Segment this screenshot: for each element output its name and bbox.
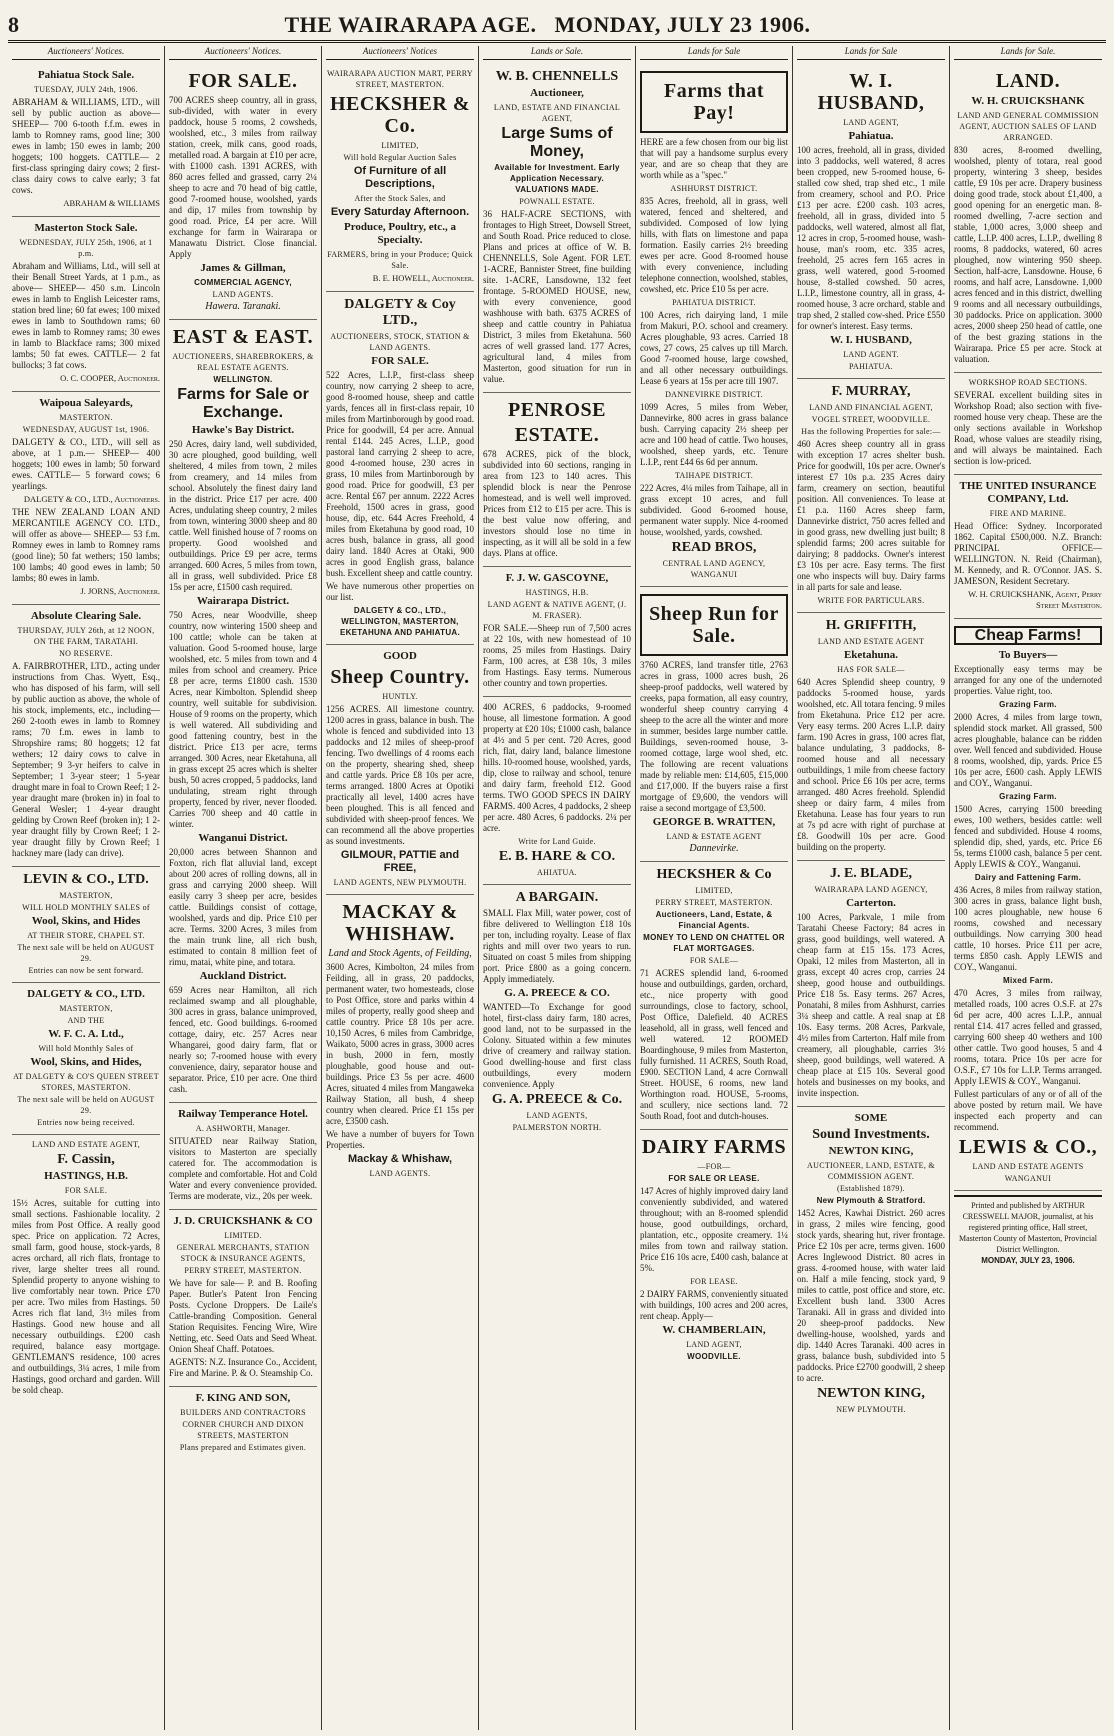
ad-husband — [797, 64, 945, 379]
masthead-date: MONDAY, JULY 23 1906. — [554, 12, 811, 37]
ad-signature: DALGETY & CO., LTD., WELLINGTON, MASTERTON, EKETAHUNA AND PAHIATUA. — [339, 606, 461, 637]
ad-signature: NEWTON KING, — [817, 1386, 925, 1401]
ad-title-box — [640, 594, 788, 656]
ad-subtitle: LAND AGENT & NATIVE AGENT, (J. M. FRASER). — [487, 600, 627, 620]
ad-title-box — [640, 71, 788, 133]
ad-signature: James & Gillman, — [200, 262, 286, 274]
column-header: Lands for Sale. — [954, 46, 1102, 60]
ad-title: F. KING AND SON, — [195, 1392, 291, 1404]
ad-body: 522 Acres, L.I.P., first-class sheep country, now carrying 2 sheep to acre, good 8-roomed house, sheep and cattle yards, fences all in first-class repair, 10 miles from Martinborough by good road. Price for goodwill, £4 per acre. Annual rental £144. 245 Acres, L.I.P., good pastoral land carrying 2 sheep to acre, good 4-roomed house, 230 acres in grass, 10 miles from Martinborough by good road. Price for goodwill, £3 per acre. Rental £67 per annum. 2222 Acres Freehold, 1500 acres in grass, good house, dip, etc. 644 Acres Freehold, 4 miles from Eketahuna by good road, 10 acres bush, balance in grass, all good dairy land. 1840 Acres at Otaki, 900 acres in good English grass, balance bush. Excellent sheep and cattle country. — [326, 370, 474, 578]
column-3 — [321, 46, 478, 1730]
ad-reserve: NO RESERVE. — [59, 649, 113, 658]
ad-town: WELLINGTON. — [213, 375, 273, 384]
ad-mackay-whishaw — [326, 895, 474, 1185]
ad-title: THE UNITED INSURANCE COMPANY, Ltd. — [959, 480, 1097, 505]
ad-title: Absolute Clearing Sale. — [30, 610, 142, 622]
ad-signature: DALGETY & CO., LTD., Auctioneers. — [23, 494, 160, 504]
ad-body: 830 acres, 8-roomed dwelling, woolshed, plenty of totara, real good property, wintering 3 sheep, besides cattle, £9 10s per acre. Drapery business doing good trade, stock about £1,400, a good opening for an energetic man. 8-roomed dwelling, 7-acre section and stable, 1,000 acres, 3,000 sheep and cattle, L.I.P. 400 acres, L.I.P., dwelling 8 rooms, 8 paddocks, watered, 60 acres ploughed, now wintering 950 sheep. Section, half-acre, Lansdowne. House, 6 rooms, and half acre, Lansdowne. 1,000 acres fenced and in this district, dwelling 9 rooms and all necessary outbuildings, 30 paddocks. Price on application. 3000 acres, 2000 sheep 250 head of cattle, one of the best grazing stations in the Wairarapa. Price £5 per acre. Stock at valuation. — [954, 145, 1102, 364]
ad-subtitle: LAND & ESTATE AGENT — [666, 832, 762, 841]
ad-body: SITUATED near Railway Station, visitors to Masterton are specially catered for. The accommodation is complete and comfortable. Hot and Cold Water and every convenience provided. Terms are moderate, viz., 20s per week. — [169, 1136, 317, 1201]
ad-body: 147 Acres of highly improved dairy land conveniently subdivided, and watered throughout; with an 8-roomed splendid house, good outbuildings, orchard, plantation, etc., opposite creamery. 1¼ miles from town and railway station. Price £16 10s acre, £400 cash, balance at 5%. — [640, 1186, 788, 1273]
ad-farmers: FARMERS, bring in your Produce; Quick Sale. — [327, 250, 473, 270]
ad-established: (Established 1879). — [837, 1184, 905, 1193]
ad-subtitle: —FOR— — [697, 1162, 731, 1171]
ad-clearing-sale — [12, 605, 160, 867]
ad-title: J. E. BLADE, — [829, 866, 913, 881]
ad-top: WAIRARAPA AUCTION MART, PERRY STREET, MASTERTON. — [326, 69, 474, 89]
ad-title: F. Cassin, — [57, 1152, 115, 1167]
ad-title: F. J. W. GASCOYNE, — [505, 572, 609, 584]
ad-dalgety-wool — [12, 983, 160, 1135]
ad-note: Plans prepared and Estimates given. — [179, 1443, 307, 1452]
ad-signature: GILMOUR, PATTIE and FREE, — [340, 849, 460, 874]
ad-body: 436 Acres, 8 miles from railway station, 300 acres in grass, balance light bush, 100 acres ploughable, new house 6 rooms, cowshed and necessary outbuildings. Now carrying 300 head cattle, 10 horses. Price £11 per acre, terms £850 cash. Apply LEWIS and COY., Wanganui. — [954, 885, 1102, 972]
ad-signature: READ BROS, — [671, 540, 757, 555]
ad-signature: W. CHAMBERLAIN, — [662, 1324, 766, 1336]
ad-body: 1099 Acres, 5 miles from Weber, Dannevirke, 800 acres in grass balance bush. Carrying capacity 2½ sheep per acre and 100 head of cattle. Two houses, woolshed, sheep yards, etc. Tenure L.I.P., rent £44 6s 6d per annum. — [640, 402, 788, 467]
ad-note: Write for Land Guide. — [518, 837, 596, 846]
ad-hecksher-auction — [326, 64, 474, 292]
ad-sale: FOR SALE. — [64, 1186, 108, 1195]
ad-hecksher-land — [640, 862, 788, 1130]
ad-title-2: Sheep Country. — [330, 666, 470, 688]
ad-town: HUNTLY. — [382, 692, 418, 701]
ad-subtitle: AUCTIONEERS, SHAREBROKERS, & REAL ESTATE AGENTS. — [172, 352, 314, 372]
ad-body: SMALL Flax Mill, water power, cost of fibre delivered to Wellington £18 10s per ton, including royalty. Lease of flax rights and mill over two years to run. Situated on coast 5 miles from shipping port. Price £800 as a going concern. Apply immediately. — [483, 908, 631, 984]
columns — [8, 46, 1106, 1730]
ad-subtitle: MASTERTON, — [59, 891, 113, 900]
ad-hare-co — [483, 697, 631, 885]
ad-body: ABRAHAM & WILLIAMS, LTD., will sell by public auction as above— SHEEP— 700 6-tooth f.f.m. ewes in lamb to Romney rams, good line; 300 ewes in lamb; 150 ewes in lamb; 200 hoggets; 100 hoggets. CATTLE— 2 first-class springing dairy cows; 2 first-class dairy cows to calve early; 3 fat cows. — [12, 97, 160, 195]
ad-title: HECKSHER & Co. — [329, 93, 471, 137]
ad-title-2: W. H. CRUICKSHANK — [971, 95, 1085, 107]
column-header: Lands for Sale — [797, 46, 945, 60]
district-hawkes-bay: Hawke's Bay District. — [191, 424, 295, 436]
ad-body: 678 ACRES, pick of the block, subdivided into 60 sections, ranging in area from 123 to 140 acres. This splendid block is near the Penrose homestead, and is well well improved. Prices from £12 to £15 per acre. This is the best value now offering, and investors should lose no time in inspecting, as it will all be sold in a few days. Plans at office. — [483, 449, 631, 558]
ad-sale: FOR SALE. — [371, 355, 429, 367]
ad-body: SEVERAL excellent building sites in Workshop Road; also section with five-roomed house very cheap. These are the only sections available in Workshop Road, whose values are steadily rising, and will always be maintained. Each section is low-priced. — [954, 390, 1102, 466]
ad-signature: W. H. CRUICKSHANK, Agent, Perry Street Masterton. — [968, 589, 1102, 610]
ad-body: 15½ Acres, suitable for cutting into small sections. Fashionable locality. 2 miles from Post Office. A really good spec. Price on application. 72 Acres, small farm, good house, stock-yards, 8 acres orchard, all rich flats, frontage to river, large shelter trees all round. Splendid property to anyone wishing to live comfortably near town. Price £70 per acre. Two miles from Hastings. 50 Acres rich flat land, 3½ miles from Hastings. Good new house and all necessary outbuildings. £200 cash required, balance easy mortgage. GENTLEMAN'S residence, 100 acres and outbuildings, 3¼ acres, 1 mile from Hastings, good orchard and garden. Will be sold cheap. — [12, 1198, 160, 1395]
ad-sheep-country — [326, 645, 474, 895]
ad-goods: Wool, Skins, and Hides, — [30, 1056, 142, 1068]
ad-agents: AGENTS: N.Z. Insurance Co., Accident, Fire and Marine. P. & O. Steamship Co. — [169, 1357, 317, 1378]
ad-title: W. I. HUSBAND, — [817, 70, 925, 114]
ad-money: MONEY TO LEND ON CHATTEL OR FLAT MORTGAGES. — [643, 933, 785, 953]
masthead-bar — [8, 4, 1106, 43]
ad-subtitle: FIRE AND MARINE. — [989, 509, 1067, 518]
district-pahiatua: PAHIATUA DISTRICT. — [672, 298, 756, 307]
ad-body: DALGETY & CO., LTD., will sell as above, at 1 p.m.— SHEEP— 400 hoggets; 100 ewes in lamb; 50 forward ewes. CATTLE— 5 forward cows; 6 yearlings. — [12, 437, 160, 491]
ad-body: We have for sale— P. and B. Roofing Paper. Butler's Patent Iron Fencing Posts. Cyclone Droppers. De Laile's Cattle-branding Composition. General Station Requisites. Fencing Wire, Wire Netting, etc. Seed Oats and Seed Wheat. Onion Sheaf Chaff. Potatoes. — [169, 1278, 317, 1354]
ad-sheep-run — [640, 587, 788, 862]
ad-town: VOGEL STREET, WOODVILLE. — [811, 415, 931, 424]
ad-murray — [797, 379, 945, 613]
ad-blade — [797, 861, 945, 1107]
ad-title: DAIRY FARMS — [641, 1136, 787, 1158]
ad-signature: G. A. PREECE & Co. — [491, 1092, 623, 1107]
ad-agents: LAND AGENTS, — [526, 1111, 588, 1120]
ad-title-2: Sound Investments. — [812, 1127, 930, 1142]
ad-town: PAHIATUA. — [849, 362, 893, 371]
ad-town: WANGANUI — [1004, 1174, 1052, 1183]
ad-body: 71 ACRES splendid land, 6-roomed house and outbuildings, garden, orchard, etc., nice property with good surroundings, close to factory, school, Post Office, Dalefield. 40 ACRES leasehold, all in grass, well fenced and well watered. 12 ROOMED Boardinghouse, 9 miles from Masterton, fully furnished. 11 ACRES, South Road, £900. SECTION Land, 4 acre Cornwall Street. HOUSE, 6 rooms, new land Worthington road. HOUSE, 5-rooms, and scullery, nice sections land. 72 South Road, foot and dutch-houses. — [640, 968, 788, 1121]
ad-body: Exceptionally easy terms may be arranged for any one of the undernoted properties. Value right, too. — [954, 664, 1102, 696]
ad-signature: O. C. COOPER, Auctioneer. — [60, 373, 160, 383]
ad-body: FOR SALE.—Sheep run of 7,500 acres at 22 10s, with new homestead of 10 rooms, 25 miles from Hastings. Dairy Farm, 100 acres, at £38 10s, 3 miles from Hastings. Easy terms. Numerous other country and town properties. — [483, 623, 631, 688]
ad-intro: Has the following Properties for sale:— — [801, 427, 941, 436]
ad-gascoyne — [483, 567, 631, 697]
ad-title: EAST & EAST. — [172, 326, 314, 348]
ad-james-gillman — [169, 64, 317, 320]
ad-note: WRITE FOR PARTICULARS. — [817, 596, 925, 605]
ad-cruickshank-land — [954, 64, 1102, 373]
ad-title: LAND. — [995, 70, 1061, 92]
ad-subtitle: AUCTIONEER, LAND, ESTATE, & COMMISSION AGENT. — [807, 1161, 935, 1181]
ad-body: 36 HALF-ACRE SECTIONS, with frontages to High Street, Dowsell Street, and South Road. Price reduced to close. Plans and prices at office of W. B. CHENNELLS, Sole Agent. FOR LET. 1-ACRE, Bannister Street, fine building site. 1-ACRE, Lansdowne, 132 feet frontage. 5-ROOMED HOUSE, new, with every convenience, good washhouse with bath. 6375 ACRES of sheep and cattle country in Pahiatua District, 3 miles from Eketahuna. 560 acres of well grassed land. 177 Acres, agricultural land, 4 miles from Masterton, good situation for run in value. — [483, 209, 631, 384]
ad-role: Auctioneer, — [530, 87, 584, 99]
ad-body: Will hold Regular Auction Sales — [343, 153, 457, 162]
ad-chennells — [483, 64, 631, 393]
ad-section: LAND AND ESTATE AGENT, — [31, 1140, 141, 1149]
ad-body: 3600 Acres, Kimbolton, 24 miles from Feilding, all in grass, 20 paddocks, permanent water, two homesteads, close to Post Office, store and parks within 4 miles of property, really good sheep and cattle country. Price £8 10s per acre. 10,150 Acres, 6 miles from Cambridge, Waikato, 5000 acres in grass, 3000 acres in bush, 2000 in fern, mostly ploughable, good house and out-buildings. Price £3 5s per acre. 4600 Acres, situated 4 miles from Mangaweka Railway Station, all bush, 4 sheep country when cleared. Price £1 15s per acre, £3500 cash. — [326, 962, 474, 1126]
ad-note: We have a number of buyers for Town Properties. — [326, 1129, 474, 1150]
ad-signature: Mackay & Whishaw, — [347, 1153, 453, 1165]
ad-and: AND THE — [67, 1016, 105, 1025]
ad-town: PALMERSTON NORTH. — [512, 1123, 602, 1132]
ad-where: POWNALL ESTATE. — [519, 197, 595, 206]
ad-title: Waipoua Saleyards, — [39, 397, 133, 409]
ad-title: Farms that Pay! — [664, 80, 764, 124]
ad-goods: Of Furniture of all Descriptions, — [353, 165, 447, 190]
ad-ltd: LIMITED, — [695, 886, 733, 895]
ad-subtitle: CENTRAL LAND AGENCY, WANGANUI — [662, 559, 766, 579]
ad-town: WOODVILLE. — [687, 1352, 741, 1361]
ad-subtitle: GENERAL MERCHANTS, STATION STOCK & INSURANCE AGENTS, — [176, 1243, 310, 1263]
page-number: 8 — [8, 12, 19, 37]
ad-body: 640 Acres Splendid sheep country, 9 paddocks 5-roomed house, yards woolshed, etc. All totara fencing. 9 miles from Eketahuna. Price £12 per acre. Very easy terms. 200 Acres L.I.P. dairy farm. 190 Acres in grass, 100 acres flat, balance undulating, 3 paddocks, 8-roomed house and all necessary outbuildings, 1 mile from cheese factory and school. Price £6 10s per acre, terms arranged. 480 Acres freehold. Splendid sheep or dairy farm, 4 miles from Eketahuna. Lease has four years to run at 7s pd acre with right of purchase at £8. Goodwill 10s per acre. Good building on the property. — [797, 677, 945, 852]
ad-big-line: Large Sums of Money, — [501, 125, 613, 160]
ad-next-sale: The next sale will be held on AUGUST 29. — [17, 1095, 155, 1115]
ad-f-cassin — [12, 1135, 160, 1403]
ad-farms-that-pay — [640, 64, 788, 587]
ad-produce: Produce, Poultry, etc., a Specialty. — [344, 221, 456, 246]
ad-east-and-east — [169, 320, 317, 1103]
column-4 — [478, 46, 635, 1730]
farm-grazing-1: Grazing Farm. — [999, 700, 1057, 709]
ad-body: Abraham and Williams, Ltd., will sell at their Benall Street Yards, at 1 p.m., as above— SHEEP— 450 s.m. Lincoln ewes in lamb to English Leicester rams, station bred line; 60 fat ewes; 100 mixed ewes in lamb to Southdown rams; 60 ewes in lamb to Romney rams; 30 ewes in lamb to Blackface rams; 300 mixed lambs; 50 fat ewes. CATTLE— 2 fat bullocks; 3 fat cows. — [12, 261, 160, 370]
ad-signature: GEORGE B. WRATTEN, — [652, 816, 776, 828]
ad-body: 250 Acres, dairy land, well subdivided, 30 acre ploughed, good building, well sheltered, 4 miles from town, 2 miles from creamery, and 14 miles from school. Absolutely the finest dairy land in the district. Price £17 per acre. 400 Acres, undulating sheep country, 2 miles from town, wintering 3000 sheep and 80 cattle. Well finished house of 7 rooms on property. Good woolshed and outbuildings. Price £9 per acre, terms arranged. 600 Acres, 5 miles from town, all in grass, well subdivided. Price £8 15s per acre, £1500 cash required. — [169, 439, 317, 592]
ad-where: AT THEIR STORE, CHAPEL ST. — [27, 931, 145, 940]
ad-subtitle: LAND AGENT, — [843, 118, 899, 127]
district-dannevirke: DANNEVIRKE DISTRICT. — [665, 390, 763, 399]
column-header: Auctioneers' Notices. — [12, 46, 160, 60]
ad-date: TUESDAY, JULY 24th, 1906. — [34, 85, 138, 94]
ad-subtitle: Land and Stock Agents, of Feilding, — [328, 948, 472, 959]
ad-waipoua-saleyards — [12, 392, 160, 605]
ad-subtitle: Auctioneers, Land, Estate, & Financial Agents. — [655, 910, 773, 930]
ad-after: After the Stock Sales, and — [354, 194, 446, 203]
ad-cruickshank-co — [169, 1210, 317, 1387]
ad-town: HASTINGS, H.B. — [44, 1170, 128, 1182]
ad-subtitle: MASTERTON, — [59, 1004, 113, 1013]
ad-title: GOOD — [383, 650, 417, 662]
ad-body: 222 Acres, 4¼ miles from Taihape, all in grass except 10 acres, and full subdivided. Good 6-roomed house, permanent water supply. Nice 4-roomed house, woolshed, yards, cowshed. — [640, 483, 788, 537]
ad-subtitle: AUCTIONEERS, STOCK, STATION & LAND AGENTS. — [330, 332, 470, 352]
ad-title: Pahiatua Stock Sale. — [37, 69, 135, 81]
ad-title: Cheap Farms! — [954, 626, 1102, 645]
column-1 — [8, 46, 164, 1730]
ad-note: Available for Investment. Early Application Necessary. VALUATIONS MADE. — [494, 163, 620, 194]
ad-dalgety-land — [326, 292, 474, 645]
ad-title: F. MURRAY, — [831, 384, 911, 399]
column-5 — [635, 46, 792, 1730]
ad-title: LEVIN & CO., LTD. — [23, 872, 149, 887]
ad-title: Sheep Run for Sale. — [649, 603, 779, 647]
ad-body: 1452 Acres, Kawhai District. 260 acres in grass, 2 miles wire fencing, good stock yards, shearing hut, river frontage. Price £2 10s per acre, terms given. 1600 Acres Inglewood District. 80 acres in grass. 4-roomed house, with water laid on. Half a mile fencing, stock yard, 9 miles to cattle, post office and store, etc. Excellent bush land. 3300 Acres Taranaki. All in grass and divided into 20 sheep-proof paddocks. New dwelling-house, woolshed, yards and dip. 1440 Acres Taranaki. 400 acres in grass, balance bush, subdivided into 5 paddocks. Price £2700 goodwill, 2 sheep to acre. — [797, 1208, 945, 1383]
ad-goods: Wool, Skins, and Hides — [31, 915, 141, 927]
ad-intro: HERE are a few chosen from our big list that will pay a handsome surplus every year, and are so cheap that they are worth while as a "spec." — [640, 137, 788, 180]
ad-note: Entries now being received. — [37, 1118, 135, 1127]
ad-town: AHIATUA. — [537, 868, 577, 877]
ad-cheap-farms — [954, 619, 1102, 1191]
ad-newton-king — [797, 1107, 945, 1421]
ad-title: Railway Temperance Hotel. — [178, 1108, 308, 1120]
ad-note: Entries can now be sent forward. — [28, 966, 144, 975]
ad-agents: LAND AGENTS. — [212, 290, 274, 299]
ad-signature: B. E. HOWELL, Auctioneer. — [372, 273, 474, 283]
ad-title-2: W. F. C. A. Ltd., — [48, 1028, 124, 1040]
ad-agent: LAND AGENT, — [686, 1340, 742, 1349]
ad-note: We have numerous other properties on our list. — [326, 581, 474, 602]
ad-subtitle: WAIRARAPA LAND AGENCY, — [814, 885, 928, 894]
masthead-title: THE WAIRARAPA AGE. — [284, 12, 537, 37]
ad-title: H. GRIFFITH, — [825, 618, 917, 633]
column-6 — [792, 46, 949, 1730]
ad-penrose-estate — [483, 393, 631, 567]
district-ashhurst: ASHHURST DISTRICT. — [670, 184, 758, 193]
ad-masterton-stock-sale — [12, 217, 160, 392]
ad-body: 20,000 acres between Shannon and Foxton, rich flat alluvial land, except about 200 acres of rolling downs, all in grass and carrying 2000 sheep. Will easily carry 3 sheep per acre, besides cattle. Buildings consist of cottage, woolshed, yards and dip. Price £10 per acre. Terms. 3200 Acres, 3 miles from the main trunk line, all rich bush, estimated to contain 8 million feet of rimu, matai, white pine, and totara. — [169, 847, 317, 967]
ad-title: W. B. CHENNELLS — [495, 69, 619, 84]
ad-title: WORKSHOP ROAD SECTIONS. — [968, 378, 1088, 387]
ad-town: Dannevirke. — [689, 843, 739, 854]
ad-title: J. D. CRUICKSHANK & CO — [173, 1215, 313, 1227]
ad-body: 470 Acres, 3 miles from railway, metalled roads, 100 acres O.S.F. at 27s 6d per acre, 400 acres L.I.P., annual rental £14. 417 acres felled and grassed, carrying 600 sheep 40 wethers and 100 other cattle. Two good houses, 5 and 4 rooms, totara. Price 10s per acre for O.S.F., £7 10s for L.I.P. Terms arranged. Apply LEWIS & COY., Wanganui. — [954, 988, 1102, 1086]
ad-sale: FOR SALE— — [689, 956, 739, 965]
ad-body: 835 Acres, freehold, all in grass, well watered, fenced and sheltered, and subdivided. Composed of low lying hills, with flats on limestone and papa formation. Easily carries 2½ breeding ewes per acre. Good 8-roomed house with every convenience, including telephone connection, woolshed, stables, cowshed, etc. Price £10 5s per acre. — [640, 196, 788, 294]
ad-body: Will hold Monthly Sales of — [38, 1044, 134, 1053]
ad-town: Carterton. — [846, 897, 896, 909]
ad-town: PERRY STREET, MASTERTON. — [655, 898, 773, 907]
ad-body: 3760 ACRES, land transfer title, 2763 acres in grass, 1000 acres bush, 26 sheep-proof paddocks, well watered by creeks, papa formation, all easy country, wonderful sheep country carrying 4 sheep to the acre all the winter and more in summer, besides large number cattle. Buildings, seven-roomed house, 3-roomed cottage, large wool shed, etc. The following are recent valuations made by reliable men: £14,605, £15,000 and £17,000. If the buyers raise a first mortgage of £9,600, the vendors will raise a second mortgage of £3,500. — [640, 660, 788, 813]
ad-where: CORNER CHURCH AND DIXON STREETS, MASTERTON — [182, 1420, 304, 1440]
ad-town: New Plymouth & Stratford. — [816, 1196, 926, 1205]
ad-griffith — [797, 613, 945, 861]
ad-subtitle: LAND AND ESTATE AGENT — [817, 637, 925, 646]
ad-town: PERRY STREET, MASTERTON. — [184, 1266, 302, 1275]
ad-dairy-farms — [640, 1130, 788, 1368]
ad-workshop-road — [954, 373, 1102, 475]
ad-title: A BARGAIN. — [515, 890, 599, 905]
ad-body: 100 Acres, Parkvale, 1 mile from Taratahi Cheese Factory; 84 acres in grass, good buildings, well watered. A cheap farm at £15 15s. 173 Acres, Opaki, 12 miles from Masterton, all in grass, except 40 acres crop, carries 24 sheep, good house and outbuildings. Price £18 5s. Easy terms. 267 Acres, Ponatahi, 8 miles from Ashhurst, carries 3¼ sheep and cattle. A real snap at £8 10s. Easy terms. 208 Acres, Parkvale, 4½ miles from Carterton. Half mile from creamery, all ploughable, carries 3½ sheep, good buildings, well watered. A cheap place at £15 10s. Several good hotels and businesses on my books, and invite inspection. — [797, 912, 945, 1098]
ad-heading: Farms for Sale or Exchange. — [177, 386, 309, 421]
ad-title: PENROSE — [508, 399, 606, 421]
ad-agency: COMMERCIAL AGENCY, — [194, 278, 292, 287]
ad-agents: LAND AGENTS. — [369, 1169, 431, 1178]
farm-mixed: Mixed Farm. — [1003, 976, 1053, 985]
column-header: Lands or Sale. — [483, 46, 631, 60]
column-7 — [949, 46, 1106, 1730]
ad-signature: ABRAHAM & WILLIAMS — [63, 198, 160, 208]
ad-body: 400 ACRES, 6 paddocks, 9-roomed house, all limestone formation. A good property at £20 10s; £1000 cash, balance at 4½ and 5 per cent. 720 Acres, good rich, flat, dairy land, balance limestone hills. 10-roomed house, woolshed, yards, dip, close to railway and school, tenure and dairy farm, freehold £12. Good terms. TWO GOOD SPECS IN DAIRY FARMS. 400 Acres, 4 paddocks, 2 sheep per acre. 480 Acres, 6 paddocks. 2¼ per acre. — [483, 702, 631, 833]
ad-body: 700 ACRES sheep country, all in grass, sub-divided, with water in every paddock, house 5 rooms, 2 cowsheds, woolshed, etc., 3 miles from railway station, creek, milk cans, good roads, metalled road. A bargain at £10 per acre, with £1000 cash. 1391 ACRES, with 860 acres felled and grassed, carry 2¼ sheep to acre and 70 head of big cattle, good 7-roomed house, woolshed, yards and dip, 17 miles from township by good road. Price, £4 per acre. Will exchange for farm in Wairarapa or Manawatu District. Close financial. Apply — [169, 95, 317, 259]
ad-body: 1500 Acres, carrying 1500 breeding ewes, 100 wethers, besides cattle: well fenced and subdivided. House 4 rooms, splendid dip, shed, yards, etc. Price £6 5s, terms £1000 cash, balance 5 per cent. Apply LEWIS & COY., Wanganui. — [954, 804, 1102, 869]
colophon — [954, 1195, 1102, 1266]
ad-where: AT DALGETY & CO'S QUEEN STREET STORES, MASTERTON. — [13, 1072, 159, 1092]
ad-town: NEW PLYMOUTH. — [836, 1405, 906, 1414]
ad-body: 2 DAIRY FARMS, conveniently situated with buildings, 100 acres and 200 acres, rent cheap. Apply— — [640, 1289, 788, 1321]
ad-body: 1256 ACRES. All limestone country. 1200 acres in grass, balance in bush. The whole is fenced and subdivided into 13 paddocks and 12 miles of sheep-proof fencing. Two dwellings of 4 rooms each on the property, shearing shed, sheep and cattle yards. Price £8 10s per acre, terms arranged. 1800 Acres at Opotiki practically all level, 1400 acres have been ploughed. This is all fenced and subdivided with sheep-proof fences. We can recommend all the above properties as sound investments. — [326, 704, 474, 846]
ad-ltd: LIMITED. — [224, 1231, 262, 1240]
ad-body: A. FAIRBROTHER, LTD., acting under instructions from Chas. Wyett, Esq., who has disposed of his farm, will sell by public auction as above, the whole of his stock, implements, etc., including— 260 2-tooth ewes in lamb to Romney rams; 70 f.m. ewes in lamb to Shropshire rams; 80 hoggets; 12 fat wethers; 12 dairy cows to calve in September; 9 3-yr heifers to calve in September; 1 3-year steer; 1 5-year draught mare in foal to Crown Reef; 1 2-year draught mare (broken in) in foal to General Wesler; 1 4-year draught gelding by Crown Reef (broken in); 1 2-year draught filly by Crown Reef; 1 2-year draught filly by Crown Reef; 1 hackney mare (lady can drive). — [12, 661, 160, 858]
column-header: Auctioneers' Notices — [326, 46, 474, 60]
ad-a-bargain — [483, 885, 631, 1139]
ad-title: Masterton Stock Sale. — [34, 222, 138, 234]
ad-title: DALGETY & Coy LTD., — [344, 297, 456, 328]
ad-subtitle: LAND, ESTATE AND FINANCIAL AGENT, — [493, 103, 621, 123]
ad-pahiatua-stock-sale — [12, 64, 160, 217]
ad-body: 750 Acres, near Woodville, sheep country, now wintering 1500 sheep and 100 cattle; whole can be taken at valuation. Good 5-roomed house, large woolshed, etc. 5 miles from town and 4 miles from school and creamery. Price £8 per acre, terms £1800 cash. 1530 Acres, near Kimbolton. Splendid sheep country, well suitable for subdivision. House of 9 rooms on the property, which is well watered. All subdividing and good fattening country, best in the district. Price £13 per acre, terms arranged. 300 Acres, near Eketahuna, all in grass except 25 acres which is shelter bush, 50 acres cropped, 5 paddocks, land undulating, stream right through property, fenced by river, never flooded. Carries 700 sheep and 40 cattle in winter. — [169, 610, 317, 829]
farm-dairy: Dairy and Fattening Farm. — [974, 873, 1082, 882]
ad-subtitle: LAND AND FINANCIAL AGENT, — [809, 403, 933, 412]
district-wanganui: Wanganui District. — [198, 832, 288, 844]
ad-title-2: ESTATE. — [514, 424, 600, 446]
ad-title: DALGETY & CO., LTD. — [27, 988, 145, 1000]
district-wairarapa: Wairarapa District. — [196, 595, 290, 607]
ad-subtitle: LAND AGENTS, NEW PLYMOUTH. — [333, 878, 467, 887]
ad-body: WILL HOLD MONTHLY SALES of — [22, 903, 150, 912]
ad-subtitle: LAND AGENT. — [843, 350, 899, 359]
ad-signature: G. A. PREECE & CO. — [504, 987, 610, 999]
column-header: Lands for Sale — [640, 46, 788, 60]
column-2 — [164, 46, 321, 1730]
ad-railway-hotel — [169, 1103, 317, 1210]
ad-has: HAS FOR SALE— — [837, 665, 905, 674]
column-header: Auctioneers' Notices. — [169, 46, 317, 60]
ad-ltd: LIMITED, — [381, 141, 419, 150]
ad-note: Fullest particulars of any or of all of the above posted by return mail. We have inspected each property and can recommend. — [954, 1089, 1102, 1132]
ad-date: THURSDAY, JULY 26th, at 12 NOON, ON THE FARM, TARATAHI. — [17, 626, 155, 646]
farm-grazing-2: Grazing Farm. — [999, 792, 1057, 801]
ad-levin-co — [12, 867, 160, 983]
ad-title: E. B. HARE & CO. — [498, 849, 616, 864]
ad-signature: J. JORNS, Auctioneer. — [80, 586, 160, 596]
ad-body: THE NEW ZEALAND LOAN AND MERCANTILE AGENCY CO. LTD., will offer as above— SHEEP— 53 f.m. Romney ewes in lamb to Romney rams (good line); 50 fat wethers; 150 lambs; 100 lambs; 40 good ewes in lamb; 50 lambs; 80 ewes in lamb. — [12, 507, 160, 583]
ad-next-sale: The next sale will be held on AUGUST 29. — [17, 943, 155, 963]
ad-town: HASTINGS, H.B. — [525, 588, 589, 597]
ad-subtitle: BUILDERS AND CONTRACTORS — [180, 1408, 306, 1417]
ad-title: HECKSHER & Co — [656, 867, 772, 882]
ad-title: FOR SALE. — [188, 70, 298, 92]
ad-sale: FOR SALE OR LEASE. — [668, 1174, 760, 1183]
ad-body: 659 Acres near Hamilton, all rich reclaimed swamp and all ploughable, 300 acres in grass, balance unimproved, fenced, etc. Good buildings. 6-roomed cottage, dairy, etc. 257 Acres near Whangarei, good dairy farm, flat or nearly so; 7-roomed house with every convenience, dairy, separator house and separator. Price, £10 per acre. One third cash. — [169, 985, 317, 1094]
ad-subtitle: A. ASHWORTH, Manager. — [195, 1124, 291, 1133]
ad-town: Eketahuna. — [843, 649, 899, 661]
ad-title: SOME — [854, 1112, 888, 1124]
ad-subtitle: LAND AND GENERAL COMMISSION AGENT, AUCTION SALES OF LAND ARRANGED. — [957, 111, 1099, 142]
ad-date: WEDNESDAY, AUGUST 1st, 1906. — [22, 425, 150, 434]
ad-signature: W. I. HUSBAND, — [830, 334, 912, 346]
ad-body: 2000 Acres, 4 miles from large town, splendid stock market. All grassed, 500 acres ploughable, balance can be ridden over. Well fenced and subdivided. House 8 rooms, woolshed, dip, yards. Price £5 10s per acre, £600 cash. Apply LEWIS and COY., Wanganui. — [954, 712, 1102, 788]
ad-subtitle: To Buyers— — [998, 649, 1058, 661]
ad-body: 100 acres, freehold, all in grass, divided into 3 paddocks, well watered, 8 acres been cropped, new 5-roomed house, 6-stalled cow shed, trap shed etc., 1 mile from creamery, school and P.O. Price £13 per acre. £200 cash. 103 acres, freehold, all in grass, divided into 5 paddocks, well watered, almost all flat, 12 acres in crop, 5-roomed house, wash-house, man's room, etc. 335 acres, freehold, 25 acres fern 165 acres in grass, well watered, good 5-roomed house, 8-stalled cowshed. 50 acres, L.I.P., limestone country, all in grass, 4-roomed house, 3 acre orchard, stable and trap shed, 2 stalled cow-shed. Price £550 for owner's interest. Easy terms. — [797, 145, 945, 331]
ad-body: Head Office: Sydney. Incorporated 1862. Capital £500,000. N.Z. Branch: PRINCIPAL OFFICE—WELLINGTON. N. Reid (Chairman), M. Kennedy, and R. O'Connor. JAS. S. JAMESON, Resident Secretary. — [954, 521, 1102, 586]
ad-body: 100 Acres, rich dairying land, 1 mile from Makuri, P.O. school and creamery. Acres ploughable, 93 acres. Carried 18 cows, 27 cows, 25 calves up till March. Good 7-roomed house, large cowshed, and all other necessary outbuildings. Lease 6 years at 15s per acre till 1907. — [640, 310, 788, 386]
colophon-date: MONDAY, JULY 23, 1906. — [981, 1256, 1075, 1265]
ad-every: Every Saturday Afternoon. — [330, 206, 470, 218]
ad-town: Pahiatua. — [848, 130, 894, 142]
ad-town: Hawera. Taranaki. — [205, 301, 281, 312]
ad-subtitle: LAND AND ESTATE AGENTS — [972, 1162, 1084, 1171]
ad-subtitle: MASTERTON. — [59, 413, 113, 422]
colophon-text: Printed and published by ARTHUR CRESSWELL MAJOR, journalist, at his registered printing office, Hall street, Masterton County of Masterton, Provincial District Wellington. — [959, 1201, 1097, 1254]
ad-lease: FOR LEASE. — [690, 1277, 738, 1286]
ad-f-king-son — [169, 1387, 317, 1459]
ad-body: WANTED—To Exchange for good hotel, first-class dairy farm, 180 acres, good land, not to be surpassed in the Colony. Situated within a few minutes drive of creamery and railway station. Good dwelling-house and first class outbuildings, every modern convenience. Apply — [483, 1002, 631, 1089]
ad-company: NEWTON KING, — [828, 1145, 914, 1157]
ad-united-insurance — [954, 475, 1102, 619]
ad-title: MACKAY & WHISHAW. — [342, 901, 458, 945]
masthead — [284, 12, 810, 40]
ad-date: WEDNESDAY, JULY 25th, 1906, at 1 p.m. — [19, 238, 153, 258]
district-taihape: TAIHAPE DISTRICT. — [674, 471, 754, 480]
ad-body: 460 Acres sheep country all in grass with exception 17 acres shelter bush. Price for goodwill, 10s per acre. Owner's interest £7 10s p.a. 235 Acres dairy farm, creamery on section, beautiful position. All conveniences. To lease at £1 p.a. 1160 Acres sheep farm, Dannevirke district, 750 acres felled and in good grass, new dwelling just built; 8 splendid farms; 200 acres suitable for dairying; 8 paddocks. Owner's interest £3 10s per acre. Easy terms. The first one who inspects will buy. Dairy farms in all parts for sale and lease. — [797, 439, 945, 592]
ad-signature: LEWIS & CO., — [958, 1136, 1098, 1158]
district-auckland: Auckland District. — [199, 970, 287, 982]
